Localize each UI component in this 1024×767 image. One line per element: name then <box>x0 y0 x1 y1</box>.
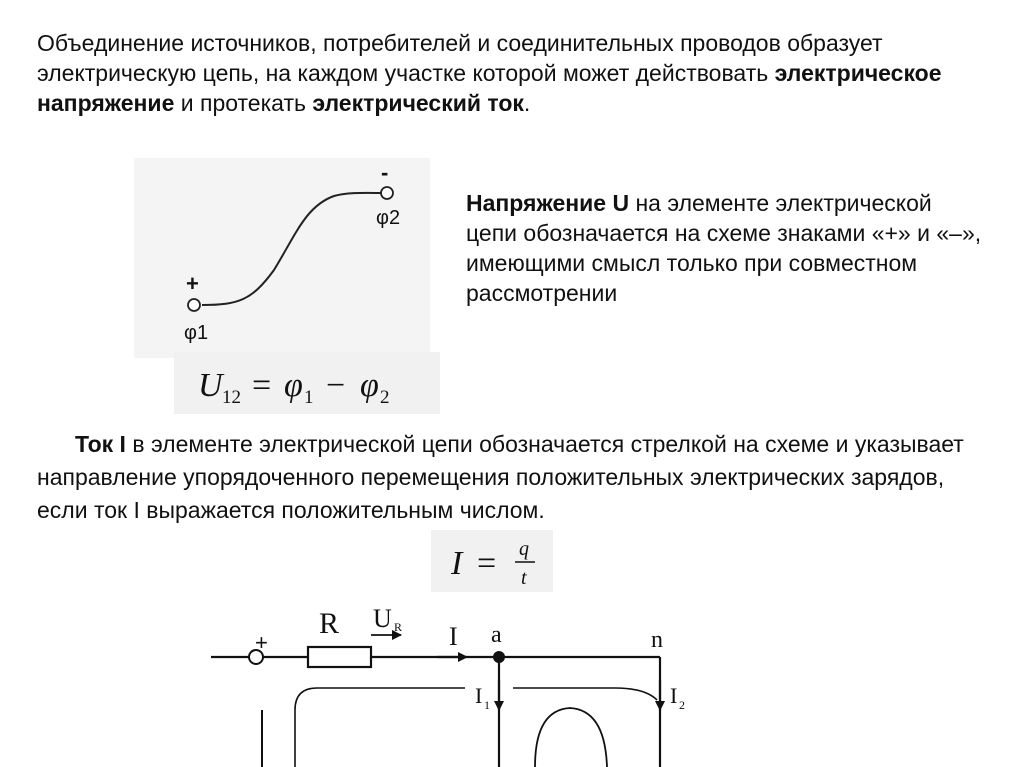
formula-t: t <box>521 567 527 589</box>
voltage-term: Напряжение U <box>466 190 630 216</box>
phi1-label: φ1 <box>184 322 209 344</box>
voltage-curve-svg <box>134 158 430 358</box>
circuit-diagram <box>205 600 725 767</box>
label-ur: U <box>373 604 392 633</box>
formula-i-eq: = <box>477 545 497 582</box>
formula-eq: = <box>252 367 272 404</box>
current-formula <box>431 530 553 592</box>
voltage-curve <box>202 193 384 305</box>
label-i1-sub: 1 <box>484 698 490 712</box>
intro-bold-voltage: электрическое напряжение <box>37 60 942 116</box>
intro-text-1: Объединение источников, потребителей и соединительных проводов образует электрическую цепь, на каждом участке которой может действовать <box>37 30 883 86</box>
intro-text-2: и протекать <box>174 90 313 116</box>
label-n: n <box>651 627 663 653</box>
voltage-description <box>466 188 986 308</box>
resistor-r <box>308 647 371 667</box>
loop-curve-3 <box>535 708 607 767</box>
label-i: I <box>449 622 458 651</box>
intro-bold-current: электрический ток <box>312 90 524 116</box>
voltage-diagram <box>134 158 430 358</box>
intro-text-3: . <box>523 90 531 116</box>
current-description <box>37 428 977 527</box>
formula-q: q <box>519 538 529 560</box>
loop-curve-2 <box>513 688 657 700</box>
label-i1: I <box>475 683 483 708</box>
formula-phi2: φ <box>360 367 379 404</box>
label-r: R <box>319 607 340 640</box>
formula-phi1-sub: 1 <box>304 387 314 408</box>
label-a: a <box>491 622 502 648</box>
loop-curve-1 <box>295 688 465 767</box>
label-i2: I <box>670 683 678 708</box>
circuit-plus: + <box>255 630 268 655</box>
current-description-text: в элементе электрической цепи обозначается стрелкой на схеме и указывает направление упорядоченного перемещения положительных электрических зарядов, если ток I выражается положительным числом. <box>37 431 964 523</box>
terminal-1 <box>188 299 200 311</box>
label-ur-sub: R <box>394 620 403 634</box>
current-term: Ток I <box>75 431 126 457</box>
formula-phi1: φ <box>284 367 303 404</box>
formula-u: U <box>198 367 223 404</box>
formula-phi2-sub: 2 <box>380 387 390 408</box>
formula-u-sub: 12 <box>222 387 241 408</box>
formula-i: I <box>451 545 463 582</box>
voltage-description-text: на элементе электрической цепи обозначается на схеме знаками «+» и «–», имеющими смысл только при совместном рассмотрении <box>466 190 982 306</box>
phi2-label: φ2 <box>376 207 401 229</box>
plus-sign: + <box>186 271 199 296</box>
formula-minus: − <box>326 367 346 404</box>
label-i2-sub: 2 <box>679 698 685 712</box>
voltage-formula <box>174 352 440 414</box>
terminal-2 <box>381 187 393 199</box>
minus-sign: - <box>381 160 389 185</box>
intro-paragraph <box>37 28 997 118</box>
